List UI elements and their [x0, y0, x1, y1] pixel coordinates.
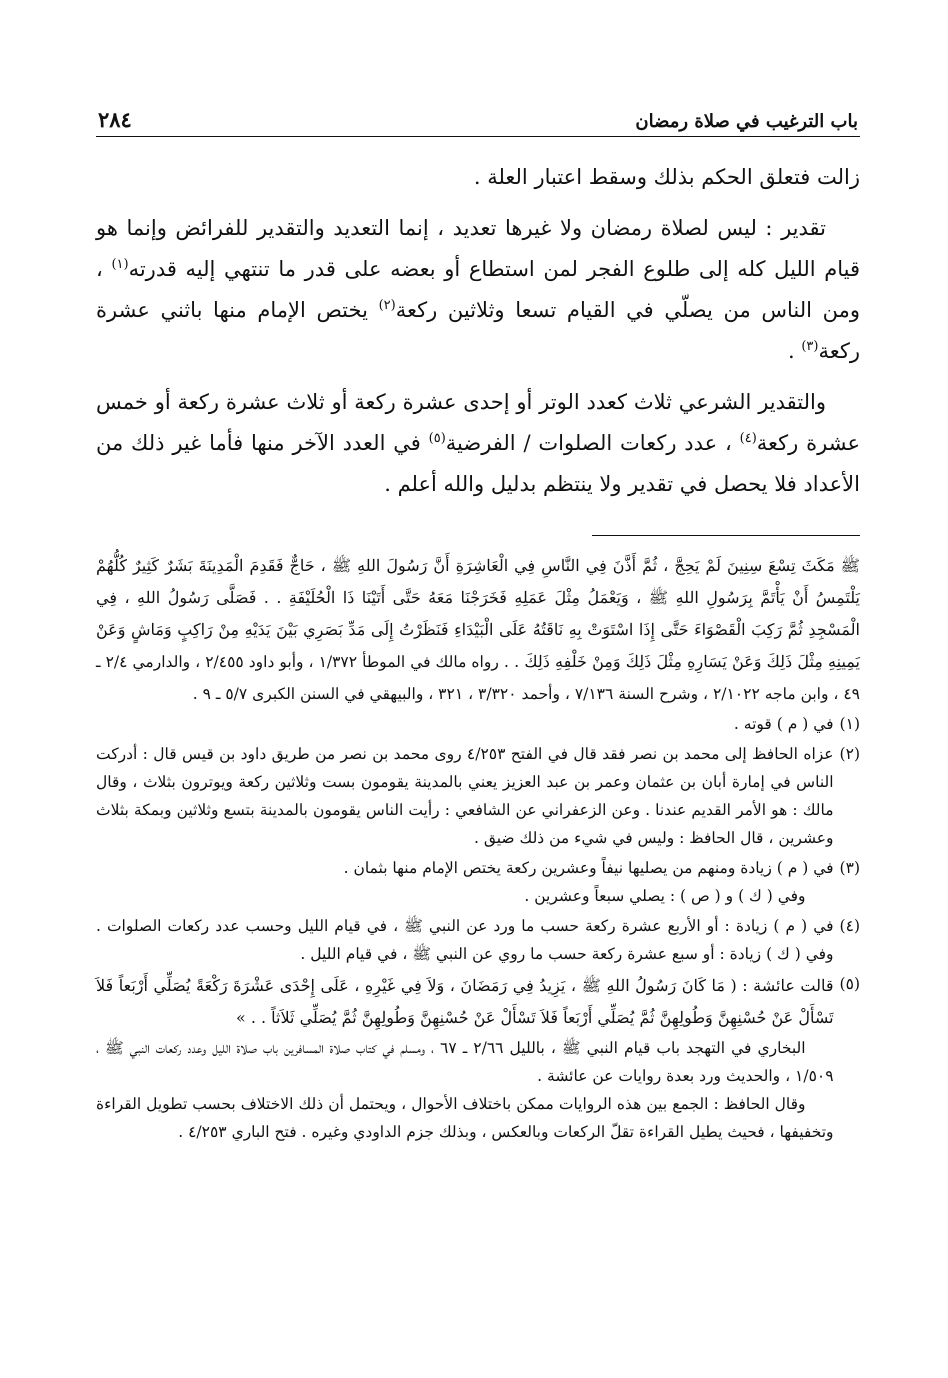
footnote-line: وقال الحافظ : الجمع بين هذه الروايات ممكن باختلاف الأحوال ، ويحتمل أن ذلك الاختلاف بحسب تطويل القراءة وتخفيفها ، فحيث يطيل القراءة تقلّ الركعات وبالعكس ، وبذلك جزم الداودي وغيره . فتح الباري ٤/٢٥٣ . — [96, 1095, 834, 1141]
footnote-line: في ( م ) زيادة ومنهم من يصليها نيفاً وعشرين ركعة يختص الإمام منها بثمان . — [343, 859, 834, 877]
paragraph-1-text: زالت فتعلق الحكم بذلك وسقط اعتبار العلة . — [473, 165, 860, 189]
footnote-number: (٢) — [839, 745, 860, 763]
footnote-hadith: قالت عائشة : ( مَا كَانَ رَسُولُ اللهِ ﷺ ، يَزِيدُ فِي رَمَضَانَ ، وَلاَ فِي غَيْرِهِ ، عَلَى إِحْدَى عَشْرَةَ رَكْعَةً يُصَلِّي أَرْبَعاً فَلاَ تَسْأَلْ عَنْ حُسْنِهِنَّ وَطُولِهِنَّ ثُمَّ يُصَلِّي أَرْبَعاً فَلاَ تَسْأَلْ عَنْ حُسْنِهِنَّ وَطُولِهِنَّ ثُمَّ يُصَلِّي ثَلاَثاً . . » — [96, 976, 834, 1027]
footnote-body — [96, 854, 834, 910]
footnote-5 — [96, 970, 860, 1146]
footnote-3 — [96, 854, 860, 910]
main-text — [96, 157, 860, 505]
footnote-line: عزاه الحافظ إلى محمد بن نصر فقد قال في الفتح ٤/٢٥٣ روى محمد بن نصر من طريق داود بن قيس قال : أدركت الناس في إمارة أبان بن عثمان وعمر بن عبد العزيز يعني بالمدينة يقومون بست وثلاثين ركعة ويوترون بثلاث ، وقال مالك : هو الأمر القديم عندنا . وعن الزعفراني عن الشافعي : رأيت الناس يقومون بالمدينة بتسع وثلاثين وبمكة بثلاث وعشرين ، قال الحافظ : وليس في شيء من ذلك ضيق . — [96, 745, 834, 847]
footnote-body — [96, 710, 834, 738]
paragraph-2-text-a: تقدير : ليس لصلاة رمضان ولا غيرها تعديد ، إنما التعديد والتقدير للفرائض وإنما هو قيام الليل كله إلى طلوع الفجر لمن استطاع أو بعضه على قدر ما تنتهي إليه قدرته — [96, 216, 861, 281]
footnote-4 — [96, 912, 860, 968]
paragraph-3 — [96, 382, 860, 505]
footnote-body — [96, 740, 834, 852]
footnote-continuation — [96, 550, 860, 710]
paragraph-1 — [96, 157, 860, 198]
footnote-2 — [96, 740, 860, 852]
footnote-ref-3[interactable]: (٣) — [801, 339, 819, 354]
continued-hadith-text: ﷺ مَكَثَ تِسْعَ سِنِينَ لَمْ يَحِجَّ ، ثُمَّ أَذَّنَ فِي النَّاسِ فِي الْعَاشِرَةِ أَنَّ رَسُولَ اللهِ ﷺ ، حَاجٌّ فَقَدِمَ الْمَدِينَةَ بَشَرٌ كَثِيرٌ كُلُّهُمْ يَلْتَمِسُ أَنْ يَأْتَمَّ بِرَسُولِ اللهِ ﷺ ، وَيَعْمَلُ مِثْلَ عَمَلِهِ فَخَرَجْنَا مَعَهُ حَتَّى أَتَيْنَا ذَا الْحُلَيْفَةِ . . فَصَلَّى رَسُولُ اللهِ ، فِي الْمَسْجِدِ ثُمَّ رَكِبَ الْقَصْوَاءَ حَتَّى إِذَا اسْتَوَتْ بِهِ نَاقَتُهُ عَلَى الْبَيْدَاءِ فَنَظَرْتُ إِلَى مَدِّ بَصَرِي بَيْنَ يَدَيْهِ مِنْ رَاكِبٍ وَمَاشٍ وَعَنْ يَمِينِهِ مِثْلَ ذَلِكَ وَعَنْ يَسَارِهِ مِثْلَ ذَلِكَ وَمِنْ خَلْفِهِ ذَلِكَ . . — [96, 556, 861, 671]
footnote-line: في ( م ) زيادة : أو الأربع عشرة ركعة حسب ما ورد عن النبي ﷺ ، في قيام الليل وحسب عدد ركعات الصلوات . وفي ( ك ) زيادة : أو سبع عشرة ركعة حسب ما روي عن النبي ﷺ ، في قيام الليل . — [96, 917, 834, 963]
running-header — [96, 96, 860, 137]
footnote-ref-1[interactable]: (١) — [111, 257, 129, 272]
paragraph-3-text-b: ، عدد ركعات الصلوات / الفرضية — [445, 431, 740, 455]
footnote-ref-5[interactable]: (٥) — [428, 431, 446, 446]
footnote-ref-4[interactable]: (٤) — [739, 431, 757, 446]
paragraph-2-text-end: . — [787, 339, 802, 363]
footnote-number: (٣) — [839, 859, 860, 877]
footnote-number: (١) — [839, 715, 860, 733]
footnote-number: (٤) — [839, 917, 860, 935]
chapter-title: باب الترغيب في صلاة رمضان — [635, 111, 858, 132]
footnote-ref-2[interactable]: (٢) — [378, 298, 396, 313]
footnote-separator — [592, 535, 860, 536]
footnote-line: في ( م ) قوته . — [733, 715, 834, 733]
footnotes-list — [96, 710, 860, 1146]
paragraph-3-text-a: والتقدير الشرعي ثلاث كعدد الوتر أو إحدى عشرة ركعة أو ثلاث عشرة ركعة أو خمس عشرة ركعة — [96, 390, 861, 455]
footnote-line: وفي ( ك ) و ( ص ) : يصلي سبعاً وعشرين . — [524, 887, 806, 905]
footnote-line: البخاري في التهجد باب قيام النبي ﷺ ، بالليل ٢/٦٦ ـ ٦٧ ، ومسلم في كتاب صلاة المسافرين باب صلاة الليل وعدد ركعات النبي ﷺ ، ١/٥٠٩ ، والحديث ورد بعدة روايات عن عائشة . — [96, 1039, 834, 1085]
footnote-body — [96, 912, 834, 968]
paragraph-3-text-end: في العدد الآخر منها فأما غير ذلك من الأعداد فلا يحصل في تقدير ولا ينتظم بدليل والله أعلم . — [96, 431, 860, 496]
paragraph-2 — [96, 208, 860, 372]
continued-hadith-sources: رواه مالك في الموطأ ١/٣٧٢ ، وأبو داود ٢/٤٥٥ ، والدارمي ٢/٤ ـ ٤٩ ، وابن ماجه ٢/١٠٢٢ ، وشرح السنة ٧/١٣٦ ، وأحمد ٣/٣٢٠ ، ٣٢١ ، والبيهقي في السنن الكبرى ٥/٧ ـ ٩ . — [96, 653, 860, 703]
footnote-1 — [96, 710, 860, 738]
page-number: ٢٨٤ — [98, 107, 132, 132]
footnote-body — [96, 970, 834, 1146]
book-page — [96, 96, 860, 1148]
footnote-number: (٥) — [839, 975, 860, 993]
paragraph-2-text-c: يختص الإمام منها باثني عشرة ركعة — [96, 298, 860, 363]
paragraph-2-text-b: ، ومن الناس من يصلّي في القيام تسعا وثلاثين ركعة — [96, 257, 860, 322]
